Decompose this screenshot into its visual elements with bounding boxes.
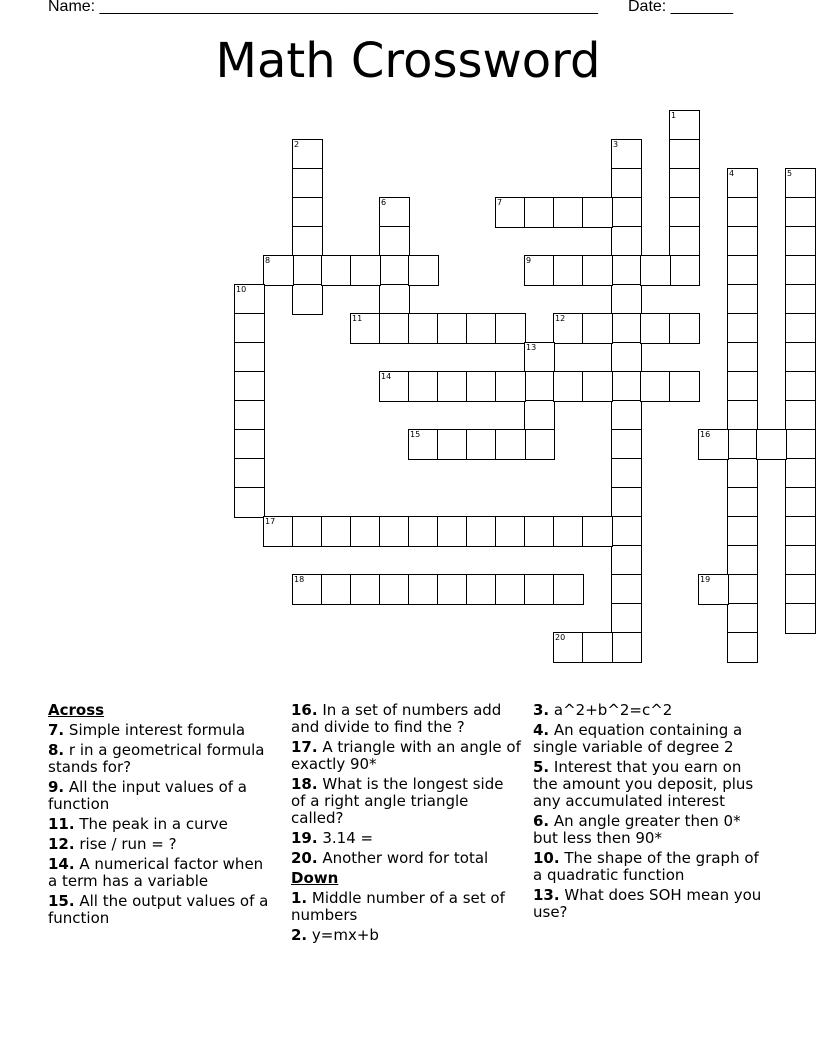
clue-down: 4. An equation containing a single variable of degree 2 — [533, 721, 743, 756]
grid-cell[interactable] — [582, 632, 613, 663]
clue-number-label: 1 — [671, 111, 677, 120]
grid-cell[interactable] — [669, 110, 700, 141]
grid-cell[interactable] — [321, 255, 352, 286]
grid-cell[interactable] — [321, 516, 352, 547]
grid-cell[interactable] — [785, 342, 816, 373]
clue-number-label: 11 — [352, 314, 363, 323]
grid-cell[interactable] — [524, 574, 555, 605]
grid-cell[interactable] — [234, 458, 265, 489]
grid-cell[interactable] — [437, 429, 468, 460]
grid-cell[interactable] — [437, 313, 468, 344]
grid-cell[interactable] — [524, 197, 555, 228]
grid-cell[interactable] — [495, 371, 526, 402]
grid-cell[interactable] — [785, 574, 816, 605]
grid-cell[interactable] — [727, 342, 758, 373]
across-heading: Across — [48, 701, 105, 719]
grid-cell[interactable] — [437, 371, 468, 402]
clue-number-label: 12 — [555, 314, 566, 323]
clue-down: 13. What does SOH mean you use? — [533, 886, 762, 921]
grid-cell[interactable] — [466, 516, 497, 547]
grid-cell[interactable] — [466, 313, 497, 344]
grid-cell[interactable] — [611, 516, 642, 547]
grid-cell[interactable] — [727, 429, 758, 460]
grid-cell[interactable] — [350, 516, 381, 547]
grid-cell[interactable] — [292, 516, 323, 547]
grid-cell[interactable] — [669, 197, 700, 228]
clue-number-label: 16 — [700, 430, 711, 439]
clue-across: 11. The peak in a curve — [48, 815, 228, 833]
grid-cell[interactable] — [292, 197, 323, 228]
grid-cell[interactable] — [611, 487, 642, 518]
clue-number-label: 18 — [294, 575, 305, 584]
grid-cell[interactable] — [408, 516, 439, 547]
clue-number-label: 4 — [729, 169, 735, 178]
grid-cell[interactable] — [553, 371, 584, 402]
grid-cell[interactable] — [611, 168, 642, 199]
clue-across: 12. rise / run = ? — [48, 835, 177, 853]
grid-cell[interactable] — [379, 197, 410, 228]
name-field-label: Name: ________________________________________________________ — [48, 0, 598, 15]
grid-cell[interactable] — [669, 313, 700, 344]
clue-down: 1. Middle number of a set of numbers — [291, 889, 505, 924]
grid-cell[interactable] — [524, 255, 555, 286]
grid-cell[interactable] — [466, 371, 497, 402]
grid-cell[interactable] — [727, 400, 758, 431]
clue-down: 2. y=mx+b — [291, 926, 379, 944]
grid-cell[interactable] — [611, 400, 642, 431]
grid-cell[interactable] — [234, 429, 265, 460]
grid-cell[interactable] — [611, 313, 642, 344]
grid-cell[interactable] — [785, 168, 816, 199]
grid-cell[interactable] — [669, 226, 700, 257]
grid-cell[interactable] — [727, 516, 758, 547]
clue-across: 15. All the output values of a function — [48, 892, 269, 927]
grid-cell[interactable] — [408, 574, 439, 605]
clue-number-label: 8 — [265, 256, 271, 265]
grid-cell[interactable] — [611, 632, 642, 663]
grid-cell[interactable] — [495, 574, 526, 605]
grid-cell[interactable] — [379, 574, 410, 605]
grid-cell[interactable] — [292, 574, 323, 605]
grid-cell[interactable] — [611, 603, 642, 634]
grid-cell[interactable] — [785, 371, 816, 402]
grid-cell[interactable] — [611, 371, 642, 402]
clue-number-label: 20 — [555, 633, 566, 642]
clue-number-label: 6 — [381, 198, 387, 207]
grid-cell[interactable] — [669, 371, 700, 402]
clue-number-label: 5 — [787, 169, 793, 178]
grid-cell[interactable] — [553, 255, 584, 286]
clue-column-2 — [291, 702, 521, 947]
grid-cell[interactable] — [611, 545, 642, 576]
grid-cell[interactable] — [640, 313, 671, 344]
grid-cell[interactable] — [785, 429, 816, 460]
grid-cell[interactable] — [553, 313, 584, 344]
clue-down: 3. a^2+b^2=c^2 — [533, 701, 673, 719]
grid-cell[interactable] — [669, 139, 700, 170]
grid-cell[interactable] — [379, 255, 410, 286]
grid-cell[interactable] — [785, 226, 816, 257]
clue-number-label: 2 — [294, 140, 300, 149]
grid-cell[interactable] — [466, 574, 497, 605]
grid-cell[interactable] — [350, 574, 381, 605]
grid-cell[interactable] — [292, 139, 323, 170]
grid-cell[interactable] — [437, 574, 468, 605]
grid-cell[interactable] — [611, 226, 642, 257]
grid-cell[interactable] — [727, 545, 758, 576]
grid-cell[interactable] — [263, 255, 294, 286]
grid-cell[interactable] — [379, 371, 410, 402]
clue-across: 8. r in a geometrical formula stands for? — [48, 741, 265, 776]
grid-cell[interactable] — [495, 429, 526, 460]
clue-across: 9. All the input values of a function — [48, 778, 247, 813]
grid-cell[interactable] — [234, 371, 265, 402]
grid-cell[interactable] — [524, 342, 555, 373]
grid-cell[interactable] — [611, 342, 642, 373]
grid-cell[interactable] — [379, 516, 410, 547]
grid-cell[interactable] — [727, 284, 758, 315]
grid-cell[interactable] — [611, 197, 642, 228]
grid-cell[interactable] — [292, 284, 323, 315]
down-heading: Down — [291, 869, 339, 887]
grid-cell[interactable] — [727, 226, 758, 257]
grid-cell[interactable] — [553, 516, 584, 547]
grid-cell[interactable] — [234, 284, 265, 315]
grid-cell[interactable] — [350, 255, 381, 286]
grid-cell[interactable] — [611, 429, 642, 460]
grid-cell[interactable] — [582, 197, 613, 228]
clue-number-label: 17 — [265, 517, 276, 526]
grid-cell[interactable] — [524, 429, 555, 460]
grid-cell[interactable] — [727, 313, 758, 344]
grid-cell[interactable] — [698, 429, 729, 460]
grid-cell[interactable] — [727, 371, 758, 402]
grid-cell[interactable] — [669, 255, 700, 286]
grid-cell[interactable] — [785, 487, 816, 518]
clue-number-label: 7 — [497, 198, 503, 207]
grid-cell[interactable] — [292, 226, 323, 257]
grid-cell[interactable] — [408, 313, 439, 344]
grid-cell[interactable] — [756, 429, 787, 460]
grid-cell[interactable] — [553, 632, 584, 663]
grid-cell[interactable] — [727, 603, 758, 634]
grid-cell[interactable] — [234, 487, 265, 518]
grid-cell[interactable] — [669, 168, 700, 199]
grid-cell[interactable] — [466, 429, 497, 460]
grid-cell[interactable] — [785, 458, 816, 489]
grid-cell[interactable] — [785, 255, 816, 286]
grid-cell[interactable] — [785, 545, 816, 576]
clue-across: 7. Simple interest formula — [48, 721, 246, 739]
grid-cell[interactable] — [524, 371, 555, 402]
grid-cell[interactable] — [582, 255, 613, 286]
grid-cell[interactable] — [727, 168, 758, 199]
grid-cell[interactable] — [727, 197, 758, 228]
grid-cell[interactable] — [437, 516, 468, 547]
clue-number-label: 9 — [526, 256, 532, 265]
grid-cell[interactable] — [611, 458, 642, 489]
clue-number-label: 14 — [381, 372, 392, 381]
clue-across: 20. Another word for total — [291, 849, 489, 867]
grid-cell[interactable] — [495, 313, 526, 344]
clue-across: 18. What is the longest side of a right angle triangle called? — [291, 775, 504, 827]
grid-cell[interactable] — [234, 342, 265, 373]
grid-cell[interactable] — [234, 400, 265, 431]
grid-cell[interactable] — [698, 574, 729, 605]
grid-cell[interactable] — [611, 284, 642, 315]
grid-cell[interactable] — [292, 168, 323, 199]
grid-cell[interactable] — [495, 197, 526, 228]
grid-cell[interactable] — [379, 313, 410, 344]
grid-cell[interactable] — [408, 371, 439, 402]
grid-cell[interactable] — [350, 313, 381, 344]
grid-cell[interactable] — [292, 255, 323, 286]
grid-cell[interactable] — [611, 139, 642, 170]
grid-cell[interactable] — [727, 487, 758, 518]
clue-down: 6. An angle greater then 0* but less then 90* — [533, 812, 741, 847]
grid-cell[interactable] — [727, 574, 758, 605]
grid-cell[interactable] — [611, 574, 642, 605]
grid-cell[interactable] — [785, 197, 816, 228]
grid-cell[interactable] — [495, 516, 526, 547]
clue-column-1 — [48, 702, 276, 930]
grid-cell[interactable] — [379, 226, 410, 257]
grid-cell[interactable] — [408, 255, 439, 286]
clue-across: 16. In a set of numbers add and divide to find the ? — [291, 701, 502, 736]
grid-cell[interactable] — [234, 313, 265, 344]
grid-cell[interactable] — [640, 255, 671, 286]
grid-cell[interactable] — [321, 574, 352, 605]
clue-across: 17. A triangle with an angle of exactly 90* — [291, 738, 521, 773]
clue-down: 5. Interest that you earn on the amount you deposit, plus any accumulated interest — [533, 758, 754, 810]
grid-cell[interactable] — [727, 632, 758, 663]
grid-cell[interactable] — [582, 516, 613, 547]
page-title: Math Crossword — [215, 33, 601, 89]
clue-number-label: 19 — [700, 575, 711, 584]
grid-cell[interactable] — [553, 197, 584, 228]
grid-cell[interactable] — [524, 400, 555, 431]
grid-cell[interactable] — [553, 574, 584, 605]
grid-cell[interactable] — [582, 371, 613, 402]
grid-cell[interactable] — [263, 516, 294, 547]
grid-cell[interactable] — [785, 313, 816, 344]
grid-cell[interactable] — [611, 255, 642, 286]
clue-number-label: 3 — [613, 140, 619, 149]
clue-number-label: 15 — [410, 430, 421, 439]
clue-column-3 — [533, 702, 765, 924]
grid-cell[interactable] — [785, 400, 816, 431]
grid-cell[interactable] — [524, 516, 555, 547]
grid-cell[interactable] — [785, 284, 816, 315]
grid-cell[interactable] — [408, 429, 439, 460]
grid-cell[interactable] — [727, 255, 758, 286]
grid-cell[interactable] — [727, 458, 758, 489]
grid-cell[interactable] — [582, 313, 613, 344]
date-field-label: Date: _______ — [628, 0, 733, 15]
grid-cell[interactable] — [379, 284, 410, 315]
grid-cell[interactable] — [785, 516, 816, 547]
grid-cell[interactable] — [785, 603, 816, 634]
clue-across: 19. 3.14 = — [291, 829, 374, 847]
clue-down: 10. The shape of the graph of a quadratic function — [533, 849, 759, 884]
grid-cell[interactable] — [640, 371, 671, 402]
clue-number-label: 13 — [526, 343, 537, 352]
clue-across: 14. A numerical factor when a term has a variable — [48, 855, 264, 890]
clue-number-label: 10 — [236, 285, 247, 294]
